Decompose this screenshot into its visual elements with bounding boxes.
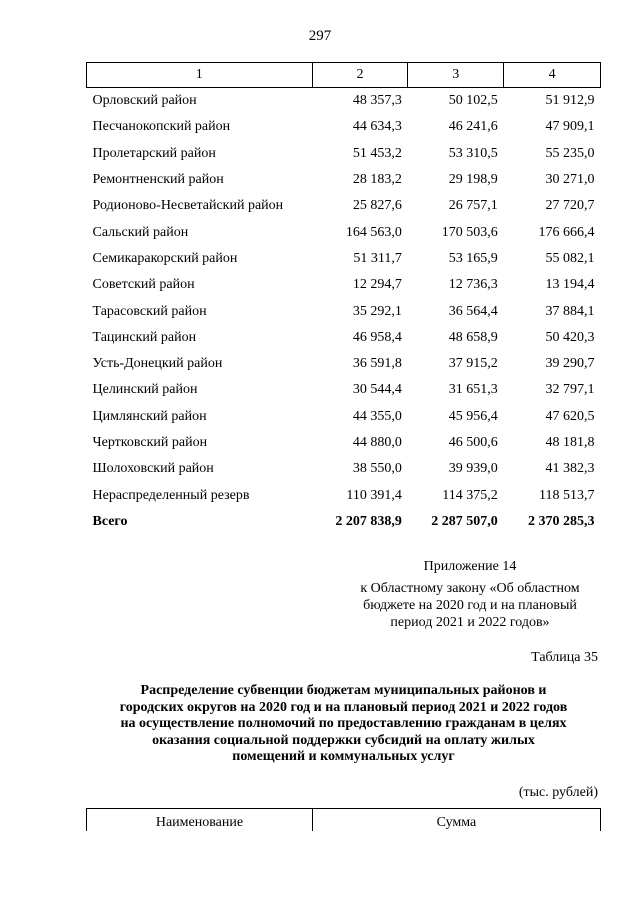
title-line: на осуществление полномочий по предоставлению гражданам в целях	[120, 716, 567, 731]
region-name-cell: Сальский район	[92, 224, 189, 240]
column-header-4: 4	[504, 63, 601, 88]
table-row	[87, 351, 601, 377]
value-2022-cell: 41 382,3	[545, 461, 595, 477]
value-2022-cell: 118 513,7	[539, 487, 595, 503]
value-2020-cell: 38 550,0	[352, 461, 402, 477]
document-title	[86, 683, 601, 766]
title-line: городских округов на 2020 год и на плановый период 2021 и 2022 годов	[119, 699, 568, 715]
value-2021-cell: 12 736,3	[448, 277, 498, 293]
table-row	[87, 456, 601, 482]
budget-table	[86, 62, 601, 535]
table-row	[87, 246, 601, 272]
region-name-cell: Ремонтненский район	[92, 172, 224, 188]
value-2020-cell: 44 880,0	[352, 435, 402, 450]
title-line: оказания социальной поддержки субсидий на оплату жилых	[152, 732, 535, 748]
column-header-sum: Сумма	[312, 809, 600, 832]
value-2020-cell: 44 634,3	[352, 119, 402, 135]
table-row	[87, 272, 601, 298]
region-name-cell: Семикаракорский район	[92, 250, 238, 266]
value-2021-cell: 26 757,1	[448, 198, 498, 214]
value-2021-cell: 170 503,6	[441, 224, 498, 240]
value-2020-cell: 36 591,8	[352, 356, 402, 372]
value-2022-cell: 50 420,3	[545, 329, 595, 345]
table-row	[87, 141, 601, 167]
value-2021-cell: 39 939,0	[448, 461, 498, 477]
column-header-name: Наименование	[87, 809, 313, 832]
table-row	[87, 377, 601, 403]
column-header-2: 2	[312, 63, 408, 88]
value-2021-cell: 37 915,2	[448, 356, 498, 372]
value-2020-cell: 30 544,4	[352, 382, 402, 398]
table-header-row	[87, 63, 601, 88]
value-2022-cell: 51 912,9	[545, 93, 595, 109]
table-header-row	[87, 809, 601, 832]
appendix-line: бюджете на 2020 год и на плановый	[363, 598, 577, 613]
region-name-cell: Тарасовский район	[92, 303, 207, 319]
value-2021-cell: 2 287 507,0	[431, 513, 498, 529]
column-header-1: 1	[87, 63, 313, 88]
region-name-cell: Тацинский район	[92, 329, 197, 345]
value-2022-cell: 47 620,5	[545, 408, 595, 424]
value-2020-cell: 44 355,0	[352, 408, 402, 424]
value-2022-cell: 47 909,1	[545, 119, 595, 135]
region-name-cell: Чертковский район	[92, 435, 208, 450]
value-2020-cell: 2 207 838,9	[335, 513, 402, 529]
value-2021-cell: 46 241,6	[448, 119, 498, 135]
value-2020-cell: 164 563,0	[345, 224, 402, 240]
table-row	[87, 167, 601, 193]
table-row	[87, 193, 601, 219]
table-label: Таблица 35	[531, 650, 598, 665]
total-row	[87, 509, 601, 535]
value-2022-cell: 32 797,1	[545, 382, 595, 398]
column-header-3: 3	[408, 63, 504, 88]
table-row	[87, 298, 601, 324]
title-line: Распределение субвенции бюджетам муниципальных районов и	[140, 683, 547, 698]
subvention-table	[86, 808, 601, 831]
region-name-cell: Целинский район	[92, 382, 198, 398]
appendix-title: Приложение 14	[423, 559, 517, 574]
value-2022-cell: 39 290,7	[545, 356, 595, 372]
value-2022-cell: 27 720,7	[545, 198, 595, 214]
units-label: (тыс. рублей)	[518, 785, 598, 800]
value-2020-cell: 51 453,2	[352, 145, 402, 161]
value-2020-cell: 35 292,1	[352, 303, 402, 319]
title-line: помещений и коммунальных услуг	[232, 749, 455, 764]
table-row	[87, 404, 601, 430]
region-name-cell: Усть-Донецкий район	[92, 356, 223, 372]
value-2022-cell: 13 194,4	[545, 277, 595, 293]
table-row	[87, 88, 601, 115]
value-2022-cell: 55 082,1	[545, 250, 595, 266]
value-2020-cell: 25 827,6	[352, 198, 402, 214]
region-name-cell: Цимлянский район	[92, 408, 207, 424]
value-2020-cell: 12 294,7	[352, 277, 402, 293]
region-name-cell: Всего	[92, 513, 128, 529]
appendix-reference	[340, 580, 600, 631]
value-2020-cell: 28 183,2	[352, 172, 402, 188]
region-name-cell: Пролетарский район	[92, 145, 216, 161]
value-2021-cell: 31 651,3	[448, 382, 498, 398]
region-name-cell: Нераспределенный резерв	[92, 487, 250, 503]
value-2020-cell: 46 958,4	[352, 329, 402, 345]
value-2020-cell: 48 357,3	[352, 93, 402, 109]
value-2022-cell: 48 181,8	[545, 435, 595, 450]
value-2021-cell: 53 310,5	[448, 145, 498, 161]
page-number: 297	[308, 28, 332, 44]
appendix-line: период 2021 и 2022 годов»	[390, 615, 550, 630]
value-2022-cell: 37 884,1	[545, 303, 595, 319]
appendix-line: к Областному закону «Об областном	[360, 581, 580, 596]
value-2020-cell: 110 391,4	[346, 487, 402, 503]
region-name-cell: Шолоховский район	[92, 461, 214, 477]
value-2022-cell: 55 235,0	[545, 145, 595, 161]
table-row	[87, 325, 601, 351]
table-row	[87, 219, 601, 245]
table-row	[87, 482, 601, 508]
value-2021-cell: 45 956,4	[448, 408, 498, 424]
table-row	[87, 430, 601, 456]
region-name-cell: Орловский район	[92, 93, 197, 109]
value-2022-cell: 2 370 285,3	[528, 513, 595, 529]
region-name-cell: Советский район	[92, 277, 195, 293]
value-2021-cell: 48 658,9	[448, 329, 498, 345]
value-2022-cell: 176 666,4	[538, 224, 595, 240]
value-2022-cell: 30 271,0	[545, 172, 595, 188]
value-2021-cell: 29 198,9	[448, 172, 498, 188]
value-2021-cell: 53 165,9	[448, 250, 498, 266]
value-2021-cell: 36 564,4	[448, 303, 498, 319]
region-name-cell: Песчанокопский район	[92, 119, 231, 135]
value-2021-cell: 46 500,6	[448, 435, 498, 450]
value-2021-cell: 114 375,2	[442, 487, 498, 503]
region-name-cell: Родионово-Несветайский район	[92, 198, 284, 214]
value-2021-cell: 50 102,5	[448, 93, 498, 109]
value-2020-cell: 51 311,7	[353, 250, 402, 266]
table-body	[87, 88, 601, 536]
table-row	[87, 114, 601, 140]
